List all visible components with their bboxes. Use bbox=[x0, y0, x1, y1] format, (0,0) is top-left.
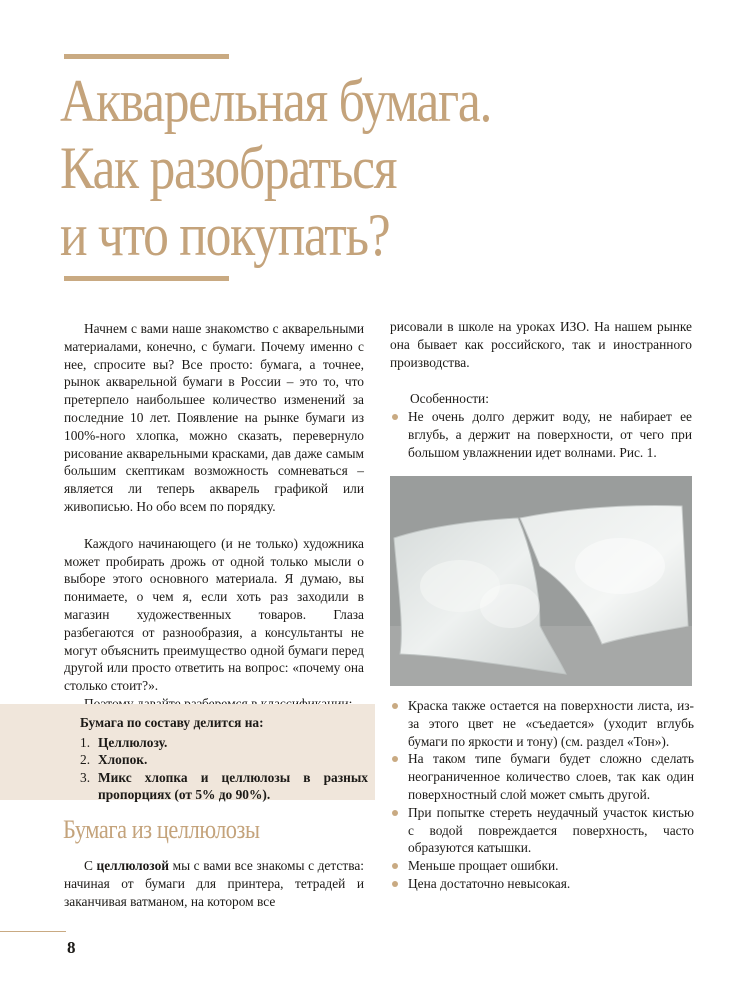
list-item: На таком типе бумаги будет сложно сделать неограниченное количество слоев, так как один поверхностный слой может смыть другой. bbox=[390, 750, 694, 803]
classification-heading: Бумага по составу делится на: bbox=[80, 715, 264, 730]
features-list-bottom bbox=[390, 697, 694, 893]
footer-rule bbox=[0, 931, 66, 932]
paragraph: рисовали в школе на уроках ИЗО. На нашем рынке она бывает как российского, так и иностранного производства. bbox=[390, 319, 692, 370]
intro-lead: С bbox=[84, 858, 97, 873]
list-item-number: 3. bbox=[80, 769, 91, 785]
list-item: При попытке стереть неудачный участок кистью с водой повреждается поверхность, часто образуются катышки. bbox=[390, 804, 694, 857]
paragraph: Начнем с вами наше знакомство с акварельными материалами, конечно, с бумаги. Почему именно с нее, спросите вы? Все просто: бумага, а точнее, рынок акварельной бумаги в России – это то, что претерпело наибольшее количество изменений за последние 10 лет. Появление на рынке бумаги из 100%-ного хлопка, можно сказать, перевернуло рисование акварельными красками, дав даже самым большим скептикам возможность сомневаться – является ли теперь акварель графикой или живописью. Но обо всем по порядку. bbox=[64, 321, 364, 514]
paragraph: Каждого начинающего (и не только) художника может пробирать дрожь от одной только мысли о выборе этого основного материала. Я думаю, вы понимаете, о чем я, если хоть раз заходили в магазин художественных товаров. Глаза разбегаются от разнообразия, а консультанты не могут объяснить преимущество одной бумаги перед другой или просто ответить на вопрос: «почему она столько стоит?». bbox=[64, 535, 364, 694]
page-number: 8 bbox=[67, 938, 76, 957]
page-title bbox=[60, 68, 610, 269]
list-item bbox=[80, 734, 368, 752]
left-column bbox=[64, 320, 364, 713]
list-item-text: Целлюлозу. bbox=[98, 734, 168, 750]
title-line: и что покупать? bbox=[60, 202, 390, 268]
section-intro bbox=[64, 857, 364, 910]
features-label: Особенности: bbox=[410, 391, 489, 407]
figure-photo-wavy-paper bbox=[390, 476, 692, 686]
list-item-text: Микс хлопка и целлюлозы в разных пропорциях (от 5% до 90%). bbox=[98, 769, 368, 803]
classification-box bbox=[0, 704, 375, 803]
right-column bbox=[390, 318, 692, 462]
intro-bold-term: целлюлозой bbox=[96, 858, 170, 873]
classification-list bbox=[80, 734, 368, 804]
title-bottom-rule bbox=[64, 276, 229, 281]
title-top-rule bbox=[64, 54, 229, 59]
list-item-text: Хлопок. bbox=[98, 752, 148, 768]
paper-sheets-illustration bbox=[390, 476, 692, 686]
features-list-top bbox=[390, 408, 692, 461]
list-item: Меньше прощает ошибки. bbox=[390, 857, 694, 875]
paragraph bbox=[64, 857, 364, 910]
title-line: Как разобраться bbox=[60, 135, 397, 201]
list-item: Не очень долго держит воду, не набирает ее вглубь, а держит на поверхности, от чего при большом увлажнении идет волнами. Рис. 1. bbox=[390, 408, 692, 461]
list-item-number: 2. bbox=[80, 752, 91, 768]
list-item: Краска также остается на поверхности листа, из-за этого цвет не «съедается» (уходит вглубь бумаги по яркости и тону) (см. раздел «Тон»). bbox=[390, 697, 694, 750]
list-item bbox=[80, 751, 368, 769]
title-line: Акварельная бумага. bbox=[60, 68, 492, 134]
list-item-number: 1. bbox=[80, 734, 91, 750]
section-heading: Бумага из целлюлозы bbox=[63, 815, 260, 844]
list-item: Цена достаточно невысокая. bbox=[390, 875, 694, 893]
intro-rest: мы с вами все знакомы с детства: начиная от бумаги для принтера, тетрадей и заканчивая ватманом, на котором все bbox=[64, 858, 364, 909]
list-item bbox=[80, 769, 368, 804]
